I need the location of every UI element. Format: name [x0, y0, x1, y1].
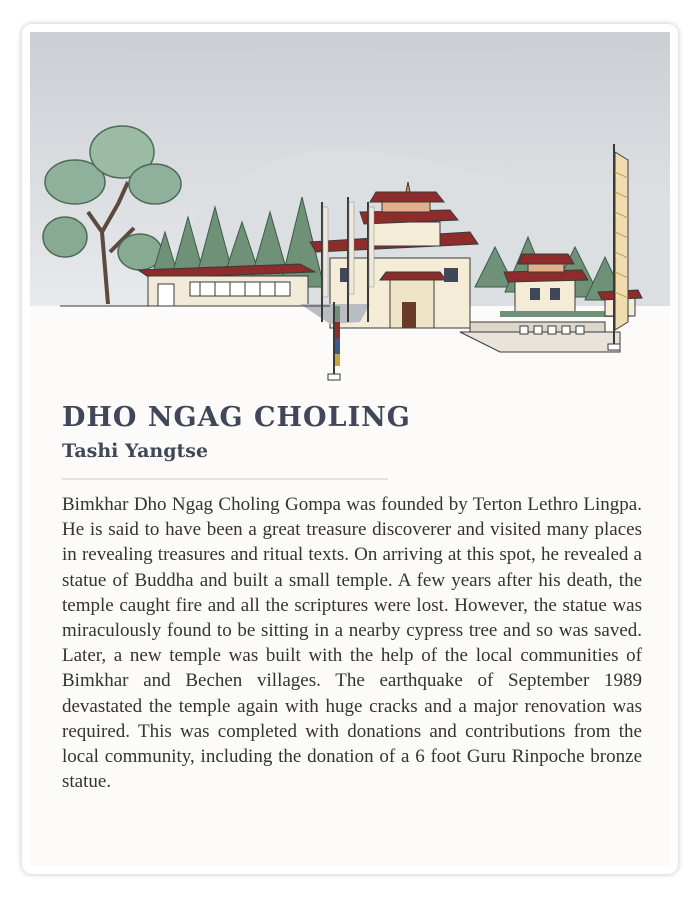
long-house — [138, 264, 315, 306]
page-subtitle: Tashi Yangtse — [62, 440, 209, 462]
description-text: Bimkhar Dho Ngag Choling Gompa was founded by Terton Lethro Lingpa. He is said to have been a great treasure discoverer and visited many places in revealing treasures and ritual texts. On arriving at this spot, he revealed a statue of Buddha and built a small temple. A few years after his death, the temple caught fire and all the scriptures were lost. However, the statue was miraculously found to be sitting in a nearby cypress tree and so was saved. Later, a new temple was built with the help of the local communities of Bimkhar and Bechen villages. The earthquake of September 1989 devastated the temple again with huge cracks and a major renovation was required. This was completed with donations and contributions from the local community, including the donation of a 6 foot Guru Rinpoche bronze statue. — [62, 494, 642, 793]
info-card — [22, 24, 678, 874]
page-title: DHO NGAG CHOLING — [62, 402, 411, 433]
card-content — [30, 32, 670, 866]
monastery-illustration — [30, 32, 670, 402]
divider — [62, 478, 388, 480]
